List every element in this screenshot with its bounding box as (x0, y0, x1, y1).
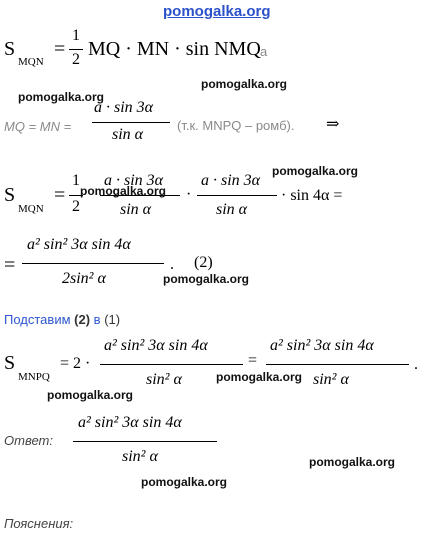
answer-numerator: a² sin² 3α sin 4α (78, 414, 182, 431)
equals-sign: = (248, 352, 258, 369)
watermark: pomogalka.org (47, 388, 134, 402)
watermark: pomogalka.org (163, 272, 250, 286)
fraction-numerator: a² sin² 3α sin 4α (104, 337, 208, 354)
area-subscript: MNPQ (18, 371, 50, 383)
watermark: pomogalka.org (201, 77, 288, 91)
fraction-denominator: sin α (120, 201, 152, 218)
fraction-bar (197, 195, 277, 196)
equals-sign: = (54, 184, 66, 206)
implies-arrow: ⇒ (326, 116, 340, 133)
fraction-numerator: a · sin 3α (201, 172, 261, 189)
fraction-denominator: 2 (72, 198, 80, 215)
fraction-denominator: sin α (216, 201, 248, 218)
reference-1: (1) (104, 312, 121, 327)
fraction-numerator: a · sin 3α (104, 172, 164, 189)
multiply-dot: · (186, 186, 192, 203)
fraction-bar (92, 122, 170, 123)
equals-sign: = (4, 254, 16, 276)
site-url-header[interactable]: pomogalka.org (163, 3, 271, 20)
fraction-denominator: 2sin² α (62, 270, 106, 287)
fraction-numerator: a² sin² 3α sin 4α (270, 337, 374, 354)
watermark: pomogalka.org (216, 370, 303, 384)
period: . (170, 256, 174, 273)
coefficient-two: = 2 · (60, 355, 91, 372)
area-subscript: MQN (18, 56, 44, 68)
fraction-bar (266, 364, 409, 365)
explanations-label: Пояснения: (4, 516, 74, 531)
rhombus-comment: (т.к. MNPQ – ромб). (177, 118, 295, 133)
fraction-bar (22, 263, 164, 264)
sin-4a-term: · sin 4α = (281, 187, 343, 204)
fraction-numerator: 1 (72, 27, 80, 44)
substitute-text: Подставим (4, 312, 71, 327)
area-symbol: S (4, 38, 16, 60)
fraction-bar (100, 364, 243, 365)
area-symbol: S (4, 184, 16, 206)
fraction-bar (69, 49, 83, 50)
fraction-denominator: sin α (112, 126, 144, 143)
equals-sign: = (54, 38, 66, 60)
reference-2: (2) (74, 312, 91, 327)
side-equality: MQ = MN = (4, 119, 72, 134)
answer-fraction-bar (73, 441, 217, 442)
area-symbol: S (4, 352, 16, 374)
watermark: pomogalka.org (18, 90, 105, 104)
fraction-numerator: a² sin² 3α sin 4α (27, 236, 131, 253)
watermark: pomogalka.org (141, 475, 228, 489)
fraction-denominator: 2 (72, 51, 80, 68)
fraction-numerator: a · sin 3α (94, 99, 154, 116)
fraction-denominator: sin² α (313, 371, 349, 388)
watermark: pomogalka.org (80, 184, 167, 198)
watermark: pomogalka.org (272, 164, 359, 178)
trailing-conjunction: а (260, 44, 268, 59)
substitution-line (4, 312, 120, 327)
fraction-numerator: 1 (72, 172, 80, 189)
area-subscript: MQN (18, 203, 44, 215)
answer-denominator: sin² α (122, 448, 158, 465)
answer-label: Ответ: (4, 433, 53, 448)
equation-tag: (2) (194, 254, 213, 271)
period: . (414, 356, 418, 373)
area-formula-body: MQ · MN · sin NMQ (88, 38, 261, 60)
watermark: pomogalka.org (309, 455, 396, 469)
in-text: в (93, 312, 101, 327)
fraction-denominator: sin² α (146, 371, 182, 388)
